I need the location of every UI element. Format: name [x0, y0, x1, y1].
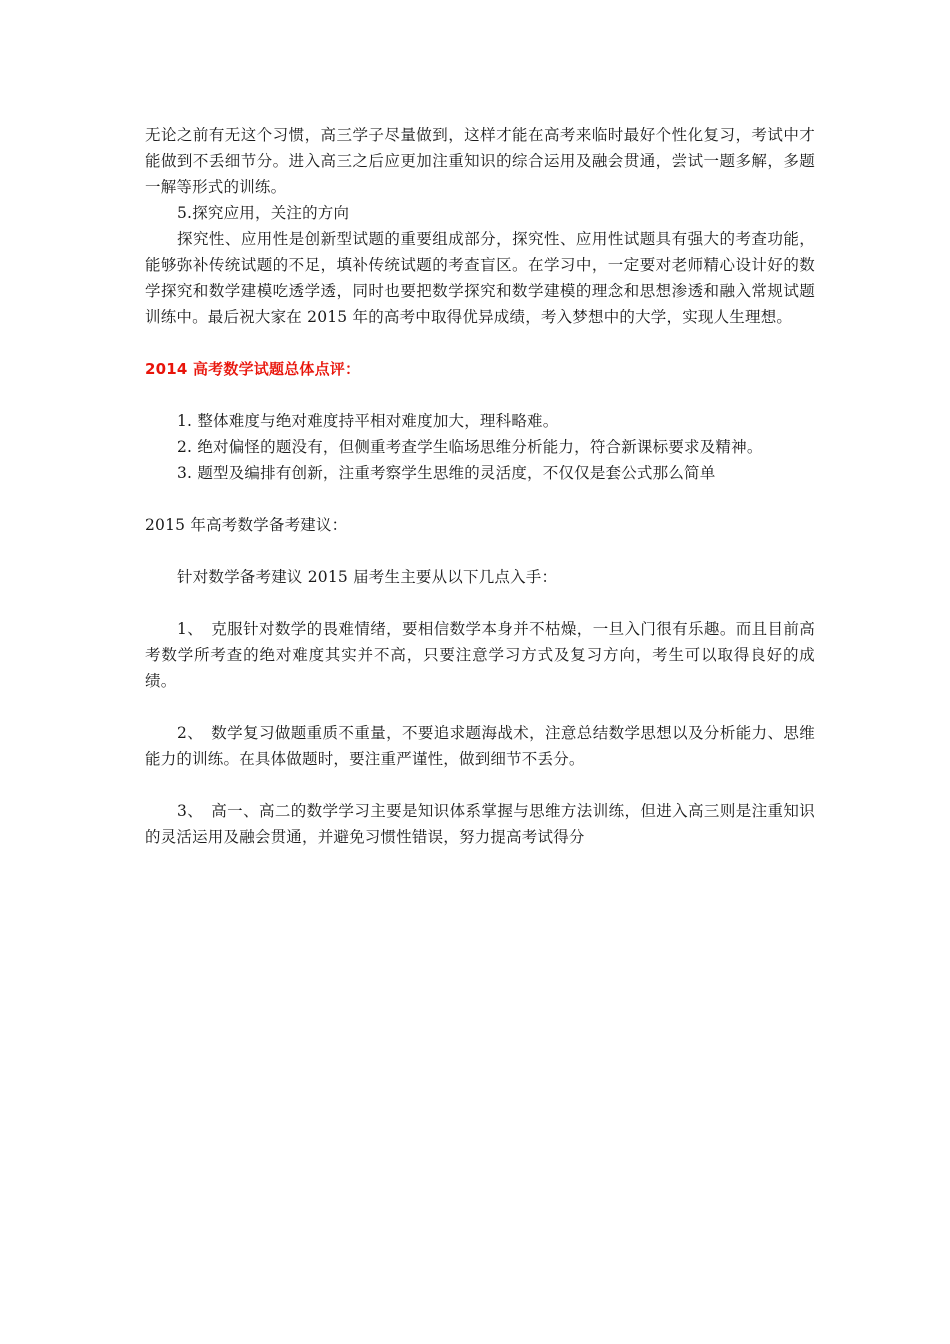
review-item: 3. 题型及编排有创新，注重考察学生思维的灵活度，不仅仅是套公式那么简单 — [177, 464, 716, 482]
paragraph-exploration: 探究性、应用性是创新型试题的重要组成部分，探究性、应用性试题具有强大的考查功能，能够弥补传统试题的不足，填补传统试题的考查盲区。在学习中，一定要对老师精心设计好的数学探究和数学建模吃透学透，同时也要把数学探究和数学建模的理念和思想渗透和融入常规试题训练中。最后祝大家在 2015 年的高考中取得优异成绩，考入梦想中的大学，实现人生理想。 — [145, 230, 815, 326]
document-page — [145, 122, 815, 850]
paragraph-intro: 无论之前有无这个习惯，高三学子尽量做到，这样才能在高考来临时最好个性化复习，考试中才能做到不丢细节分。进入高三之后应更加注重知识的综合运用及融会贯通，尝试一题多解，多题一解等形式的训练。 — [145, 126, 815, 196]
review-heading: 2014 高考数学试题总体点评： — [145, 360, 361, 378]
review-item: 1. 整体难度与绝对难度持平相对难度加大，理科略难。 — [177, 412, 559, 430]
advice-intro: 针对数学备考建议 2015 届考生主要从以下几点入手： — [177, 568, 558, 586]
advice-point-3: 3、 高一、高二的数学学习主要是知识体系掌握与思维方法训练，但进入高三则是注重知识的灵活运用及融会贯通，并避免习惯性错误，努力提高考试得分 — [145, 802, 815, 846]
advice-heading: 2015 年高考数学备考建议： — [145, 516, 348, 534]
review-item: 2. 绝对偏怪的题没有，但侧重考查学生临场思维分析能力，符合新课标要求及精神。 — [177, 438, 763, 456]
item-5-title: 5.探究应用，关注的方向 — [177, 204, 350, 222]
advice-point-1: 1、 克服针对数学的畏难情绪，要相信数学本身并不枯燥，一旦入门很有乐趣。而且目前高考数学所考查的绝对难度其实并不高，只要注意学习方式及复习方向，考生可以取得良好的成绩。 — [145, 620, 815, 690]
advice-point-2: 2、 数学复习做题重质不重量，不要追求题海战术，注意总结数学思想以及分析能力、思维能力的训练。在具体做题时，要注重严谨性，做到细节不丢分。 — [145, 724, 815, 768]
